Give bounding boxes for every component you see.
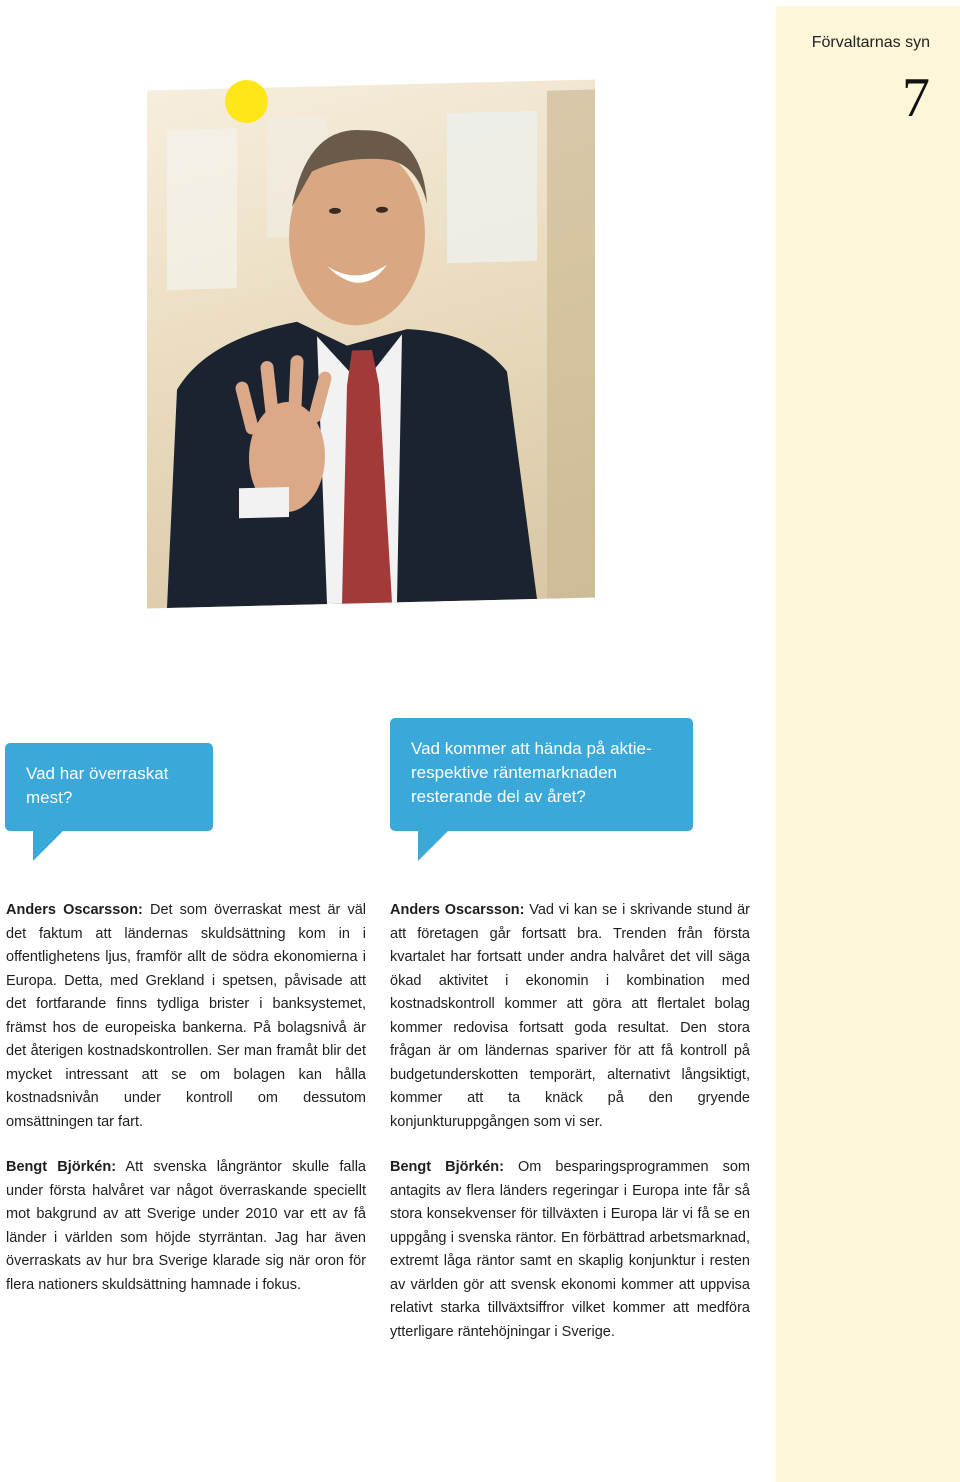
speaker-name: Anders Oscarsson: xyxy=(6,902,143,918)
answer-paragraph xyxy=(390,1156,750,1344)
answer-text: Att svenska långräntor skulle falla under första halvåret var något överraskande speciellt mot bakgrund av att Sverige under 2010 var ett av få länder i världen som höjde styrräntan. Jag har även överraskats av hur bra Sverige klarade sig när oron för flera nationers skuldsättning hamnade i fokus. xyxy=(6,1159,366,1293)
answer-text: Om besparingsprogrammen som antagits av flera länders regeringar i Europa inte får så stora konsekvenser för tillväxten i Europa lär vi få se en uppgång i svenska räntor. En förbättrad arbetsmarknad, extremt låga räntor samt en skaplig konjunktur i resten av världen gör att svensk ekonomi kommer att uppvisa relativt starka tillväxtsiffror vilket kommer att medföra ytterligare räntehöjningar i Sverige. xyxy=(390,1159,750,1340)
speaker-name: Bengt Björkén: xyxy=(6,1159,117,1175)
answer-paragraph xyxy=(6,1156,366,1297)
page-number: 7 xyxy=(902,67,930,129)
answer-text: Det som överraskat mest är väl det faktum att ländernas skuldsättning kom in i offentlighetens ljus, framför allt de södra ekonomierna i Europa. Detta, med Grekland i spetsen, påvisade att det fortfarande finns tydliga brister i banksystemet, främst hos de europeiska bankerna. På bolagsnivå är det återigen kostnadskontrollen. Ser man framåt blir det mycket intressant att se om bolagen kan hålla kostnadsnivån under kontroll om dessutom omsättningen tar fart. xyxy=(6,902,366,1130)
section-label: Förvaltarnas syn xyxy=(811,34,930,51)
question-bubble-2 xyxy=(390,718,693,831)
answers-column-left xyxy=(6,899,366,1319)
portrait-illustration xyxy=(147,80,595,609)
portrait-photo xyxy=(147,80,595,609)
speaker-name: Anders Oscarsson: xyxy=(390,902,525,918)
answer-text: Vad vi kan se i skrivande stund är att företagen går fortsatt bra. Trenden från första kvartalet har fortsatt under andra halvåret det vill säga ökad aktivitet i ekonomin i kombination med kostnadskontroll kommer att göra att flertalet bolag kommer redovisa fortsatt goda resultat. Den stora frågan är om ländernas spariver för att få kontroll på budgetunderskotten temporärt, alternativt långsiktigt, kommer att ta knäck på den gryende konjunkturuppgången som vi ser. xyxy=(390,902,750,1130)
question-bubble-1 xyxy=(5,743,213,831)
answer-paragraph xyxy=(390,899,750,1134)
yellow-dot xyxy=(225,80,268,123)
question-2-text: Vad kommer att hända på aktierespektive räntemarknaden resterande del av året? xyxy=(411,739,652,806)
answers-column-right xyxy=(390,899,750,1366)
speaker-name: Bengt Björkén: xyxy=(390,1159,504,1175)
side-strip xyxy=(776,6,960,1482)
answer-paragraph xyxy=(6,899,366,1134)
question-1-text: Vad har överraskat mest? xyxy=(26,764,169,807)
